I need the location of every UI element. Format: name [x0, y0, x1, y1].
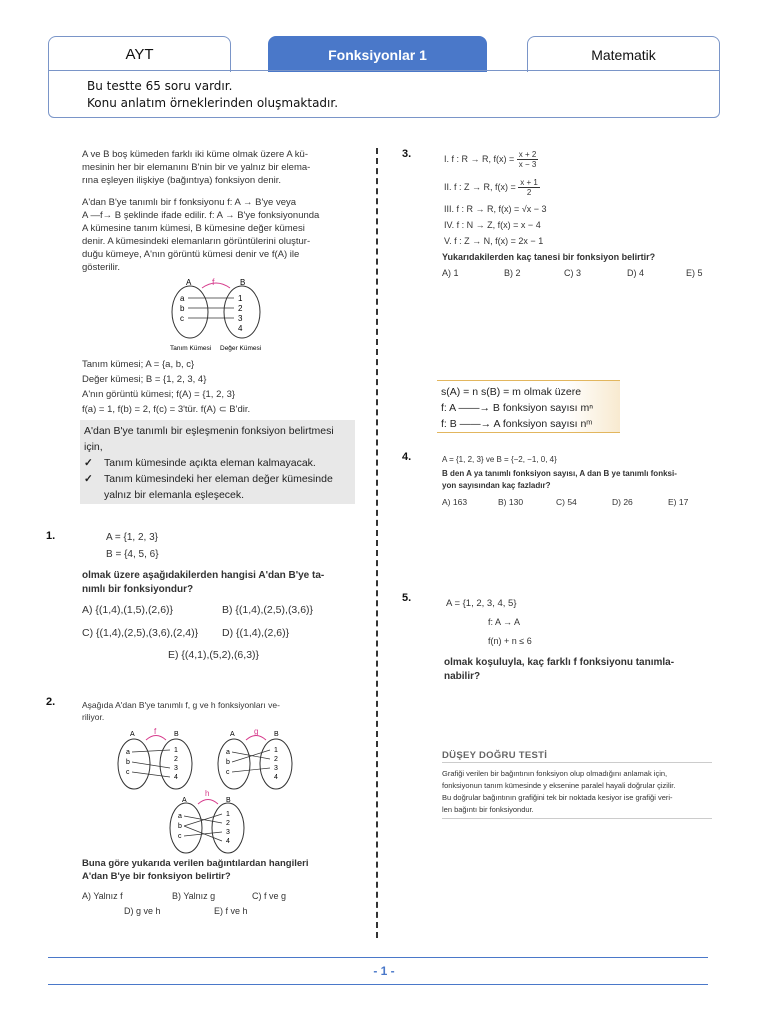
set-b-label: B [240, 278, 246, 287]
intro-p2-6: gösterilir. [82, 262, 121, 273]
q4-option-e[interactable]: E) 17 [668, 497, 689, 507]
set-b-label: B [274, 731, 279, 738]
q3-option-c[interactable]: C) 3 [564, 268, 582, 278]
q3-item-4: IV. f : N → Z, f(x) = x − 4 [444, 220, 541, 230]
function-condition-note [80, 420, 355, 504]
q1-option-c[interactable]: C) {(1,4),(2,5),(3,6),(2,4)} [82, 627, 199, 639]
map-line [232, 752, 270, 759]
q3-option-b[interactable]: B) 2 [504, 268, 521, 278]
section-rule [442, 818, 712, 819]
question-3-number: 3. [402, 148, 412, 160]
column-divider [376, 148, 378, 938]
q2-option-e[interactable]: E) f ve h [214, 906, 248, 916]
b-item-3: 3 [274, 765, 278, 772]
q3-item-1-fraction [517, 150, 539, 169]
formula-line-3: f: B ——→ A fonksiyon sayısı nᵐ [441, 418, 593, 430]
formula-line-1: s(A) = n s(B) = m olmak üzere [441, 386, 582, 398]
fraction-numerator: x + 2 [518, 150, 537, 159]
vlt-line-3: Bu doğrular bağıntının grafiğini tek bir noktada kesiyor ise grafiği veri- [442, 793, 673, 802]
q3-item-1 [444, 150, 538, 169]
intro-p2-3: A kümesine tanım kümesi, B kümesine değer kümesi [82, 223, 305, 234]
q3-item-2 [444, 178, 540, 197]
b-item-2: 2 [174, 756, 178, 763]
intro-p1-1: A ve B boş kümeden farklı iki küme olmak üzere A kü- [82, 149, 308, 160]
check-icon: ✓ [84, 457, 93, 469]
b-item-4: 4 [174, 774, 178, 781]
vertical-line-test-title: DÜŞEY DOĞRU TESTİ [442, 750, 548, 761]
q4-option-a[interactable]: A) 163 [442, 497, 468, 507]
question-4-number: 4. [402, 451, 412, 463]
b-item-4: 4 [238, 324, 243, 333]
func-f-label: f [154, 727, 157, 736]
map-line [132, 750, 170, 752]
intro-p2-1: A'dan B'ye tanımlı bir f fonksiyonu f: A → B'ye veya [82, 197, 297, 208]
header-course: AYT [48, 36, 231, 72]
fact-1: Tanım kümesi; A = {a, b, c} [82, 359, 195, 370]
q4-option-d[interactable]: D) 26 [612, 497, 633, 507]
function-count-formula [437, 380, 620, 433]
footer-rule-top [48, 957, 708, 958]
a-item-3: c [126, 769, 130, 776]
q2-diagram-h [164, 790, 264, 854]
fact-4: f(a) = 1, f(b) = 2, f(c) = 3'tür. f(A) ⊂ B'dir. [82, 404, 251, 415]
b-item-3: 3 [174, 765, 178, 772]
a-item-3: c [178, 833, 182, 840]
intro-p1-2: mesinin her bir elemanını B'nin bir ve yalnız bir elema- [82, 162, 311, 173]
q2-diagram-g [212, 728, 312, 790]
codomain-label: Değer Kümesi [220, 345, 262, 352]
a-item-2: b [178, 823, 182, 830]
set-a-label: A [182, 797, 187, 804]
intro-p1-3: rına eşleyen ilişkiye (bağıntıya) fonksiyon denir. [82, 175, 282, 186]
q1-stem-1: olmak üzere aşağıdakilerden hangisi A'dan B'ye ta- [82, 570, 325, 581]
b-item-2: 2 [274, 756, 278, 763]
set-a-ellipse [170, 803, 202, 853]
note-line-1: A'dan B'ye tanımlı bir eşleşmenin fonksiyon belirtmesi [84, 425, 334, 437]
map-line [184, 832, 222, 836]
fact-3: A'nın görüntü kümesi; f(A) = {1, 2, 3} [82, 389, 236, 400]
formula-line-2: f: A ——→ B fonksiyon sayısı mⁿ [441, 402, 594, 414]
vlt-line-1: Grafiği verilen bir bağıntının fonksiyon olup olmadığını anlamak için, [442, 769, 668, 778]
set-a-ellipse [218, 739, 250, 789]
q2-question-2: A'dan B'ye bir fonksiyon belirtir? [82, 871, 231, 882]
b-item-3: 3 [238, 314, 243, 323]
q4-option-b[interactable]: B) 130 [498, 497, 524, 507]
q5-line-1: A = {1, 2, 3, 4, 5} [446, 598, 517, 609]
check-icon: ✓ [84, 473, 93, 485]
a-item-2: b [226, 759, 230, 766]
note-line-2: için, [84, 441, 103, 453]
set-a-label: A [186, 278, 192, 287]
domain-label: Tanım Kümesi [170, 345, 212, 352]
fact-2: Değer kümesi; B = {1, 2, 3, 4} [82, 374, 207, 385]
q4-option-c[interactable]: C) 54 [556, 497, 577, 507]
func-g-label: g [254, 727, 259, 736]
note-line-5: yalnız bir elemanla eşleşecek. [104, 489, 245, 501]
set-a-ellipse [172, 286, 208, 338]
question-2-number: 2. [46, 696, 56, 708]
vlt-line-4: len bağıntı bir fonksiyondur. [442, 805, 534, 814]
map-line [232, 750, 270, 762]
a-item-1: a [126, 749, 130, 756]
q1-option-e[interactable]: E) {(4,1),(5,2),(6,3)} [168, 649, 260, 661]
question-5-number: 5. [402, 592, 412, 604]
b-item-4: 4 [274, 774, 278, 781]
map-line [184, 814, 222, 826]
a-item-1: a [226, 749, 230, 756]
test-info [48, 70, 720, 118]
question-1-number: 1. [46, 530, 56, 542]
q3-item-1-text: I. f : R → R, f(x) = [444, 153, 515, 164]
map-line [132, 762, 170, 768]
a-item-3: c [226, 769, 230, 776]
set-a-label: A [130, 731, 135, 738]
header-subject: Matematik [527, 36, 720, 72]
b-item-1: 1 [174, 747, 178, 754]
q1-set-b: B = {4, 5, 6} [106, 549, 159, 560]
q2-option-a[interactable]: A) Yalnız f [82, 891, 123, 901]
intro-p2-5: duğu kümeye, A'nın görüntü kümesi denir ve f(A) ile [82, 249, 300, 260]
a-item-3: c [180, 314, 184, 323]
q4-line-1: A = {1, 2, 3} ve B = {−2, −1, 0, 4} [442, 455, 557, 464]
intro-p2-4: denir. A kümesindeki elemanların görüntülerini oluştur- [82, 236, 311, 247]
fraction-denominator: 2 [526, 188, 532, 197]
func-arrow [198, 800, 218, 805]
q1-stem-2: nımlı bir fonksiyondur? [82, 584, 194, 595]
info-line-1: Bu testte 65 soru vardır. [87, 79, 233, 93]
q1-option-d[interactable]: D) {(1,4),(2,6)} [222, 627, 290, 639]
q1-set-a: A = {1, 2, 3} [106, 532, 158, 543]
q2-question-1: Buna göre yukarıda verilen bağıntılardan hangileri [82, 858, 309, 869]
q2-option-c[interactable]: C) f ve g [252, 891, 287, 901]
q5-line-3: f(n) + n ≤ 6 [488, 636, 532, 646]
q3-option-d[interactable]: D) 4 [627, 268, 645, 278]
b-item-2: 2 [238, 304, 243, 313]
q5-line-2: f: A → A [488, 617, 521, 627]
q1-option-b[interactable]: B) {(1,4),(2,5),(3,6)} [222, 604, 314, 616]
func-arrow [246, 736, 266, 741]
q5-stem-1: olmak koşuluyla, kaç farklı f fonksiyonu tanımla- [444, 657, 675, 668]
q2-diagram-f [112, 728, 212, 790]
q3-item-2-text: II. f : Z → R, f(x) = [444, 181, 516, 192]
intro-p2-2: A —f→ B şeklinde ifade edilir. f: A → B'ye fonksiyonunda [82, 210, 320, 221]
q2-stem-2: riliyor. [82, 712, 105, 722]
q3-item-2-fraction [518, 178, 540, 197]
set-a-label: A [230, 731, 235, 738]
q3-option-e[interactable]: E) 5 [686, 268, 703, 278]
func-arrow [202, 283, 230, 288]
page-number: - 1 - [373, 964, 395, 978]
q1-option-a[interactable]: A) {(1,4),(1,5),(2,6)} [82, 604, 174, 616]
intro-mapping-diagram [160, 276, 280, 356]
set-b-label: B [174, 731, 179, 738]
a-item-2: b [180, 304, 185, 313]
q5-stem-2: nabilir? [444, 671, 481, 682]
fraction-numerator: x + 1 [520, 178, 538, 187]
q4-line-3: yon sayısından kaç fazladır? [442, 481, 551, 490]
func-arrow [146, 736, 166, 741]
b-item-1: 1 [226, 811, 230, 818]
section-rule [442, 762, 712, 763]
b-item-1: 1 [274, 747, 278, 754]
map-line [232, 768, 270, 772]
b-item-3: 3 [226, 829, 230, 836]
func-label: f [212, 277, 215, 287]
b-item-2: 2 [226, 820, 230, 827]
q2-option-b[interactable]: B) Yalnız g [172, 891, 216, 901]
func-h-label: h [205, 789, 210, 798]
q3-option-a[interactable]: A) 1 [442, 268, 459, 278]
a-item-2: b [126, 759, 130, 766]
set-b-label: B [226, 797, 231, 804]
b-item-4: 4 [226, 838, 230, 845]
fraction-denominator: x − 3 [518, 160, 537, 169]
info-line-2: Konu anlatım örneklerinden oluşmaktadır. [87, 96, 339, 110]
a-item-1: a [180, 294, 185, 303]
vlt-line-2: fonksiyonun tanım kümesinde y eksenine paralel hayali doğrular çizilir. [442, 781, 676, 790]
map-line [132, 772, 170, 777]
q4-line-2: B den A ya tanımlı fonksiyon sayısı, A dan B ye tanımlı fonksi- [442, 469, 677, 478]
q3-stem: Yukarıdakilerden kaç tanesi bir fonksiyon belirtir? [442, 252, 656, 262]
a-item-1: a [178, 813, 182, 820]
note-line-3: Tanım kümesinde açıkta eleman kalmayacak. [104, 457, 316, 469]
q2-option-d[interactable]: D) g ve h [124, 906, 161, 916]
b-item-1: 1 [238, 294, 243, 303]
header-title: Fonksiyonlar 1 [268, 36, 487, 72]
q2-stem-1: Aşağıda A'dan B'ye tanımlı f, g ve h fonksiyonları ve- [82, 700, 280, 710]
map-line [184, 816, 222, 823]
note-line-4: Tanım kümesindeki her eleman değer kümesinde [104, 473, 333, 485]
footer-rule-bottom [48, 984, 708, 985]
q3-item-3: III. f : R → R, f(x) = √x − 3 [444, 204, 547, 214]
q3-item-5: V. f : Z → N, f(x) = 2x − 1 [444, 236, 544, 246]
map-line [184, 826, 222, 841]
